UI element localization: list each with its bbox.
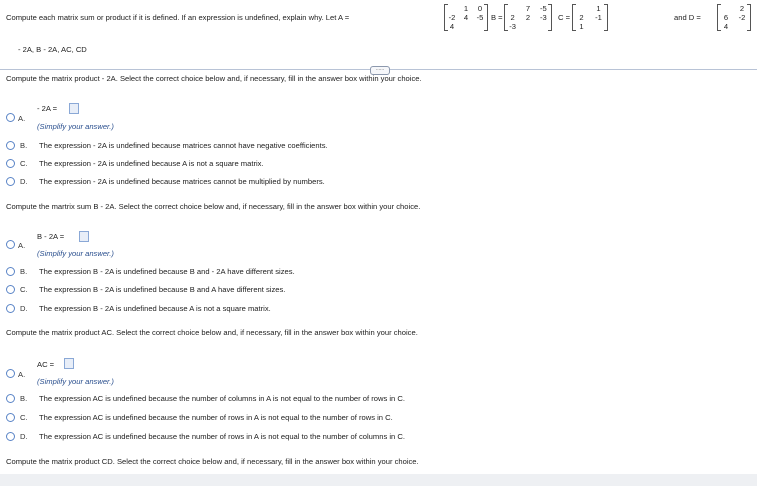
q3-a-expression: AC = — [37, 360, 55, 369]
matrix-b — [505, 4, 551, 31]
q1-radio-d[interactable] — [6, 177, 15, 186]
matrix-c — [573, 4, 607, 31]
q1-letter-c: C. — [20, 159, 28, 168]
matrix-c-cell: -1 — [595, 13, 602, 22]
bottom-cutoff — [0, 474, 757, 486]
q3-letter-c: C. — [20, 413, 28, 422]
q3-choice-c: The expression AC is undefined because the number of rows in A is not equal to the number of rows in C. — [39, 413, 393, 422]
matrix-a-cell: 4 — [449, 22, 455, 31]
q4-prompt: Compute the matrix product CD. Select the correct choice below and, if necessary, fill in the answer box within your choice. — [6, 457, 419, 466]
q2-a-hint: (Simplify your answer.) — [37, 249, 114, 258]
matrix-a-cell: -2 — [448, 13, 456, 22]
q3-radio-a[interactable] — [6, 369, 15, 378]
q2-choice-c: The expression B - 2A is undefined because B and A have different sizes. — [39, 285, 286, 294]
q2-letter-c: C. — [20, 285, 28, 294]
q2-choice-b: The expression B - 2A is undefined because B and - 2A have different sizes. — [39, 267, 295, 276]
q3-a-hint: (Simplify your answer.) — [37, 377, 114, 386]
matrix-a-cell: -5 — [476, 13, 484, 22]
q3-letter-a: A. — [18, 370, 26, 379]
matrix-d-cell: 4 — [723, 22, 729, 31]
matrix-b-cell: 7 — [525, 4, 531, 13]
matrix-d-cell: 6 — [723, 13, 729, 22]
q1-letter-d: D. — [20, 177, 28, 186]
matrix-a-cell: 0 — [477, 4, 483, 13]
q1-radio-c[interactable] — [6, 159, 15, 168]
matrix-c-cell: 1 — [579, 22, 584, 31]
task-list: - 2A, B - 2A, AC, CD — [18, 45, 87, 54]
problem-intro: Compute each matrix sum or product if it is defined. If an expression is undefined, explain why. Let A = — [6, 13, 350, 22]
and-d-label: and D = — [674, 13, 701, 22]
q2-letter-d: D. — [20, 304, 28, 313]
q3-letter-b: B. — [20, 394, 28, 403]
q1-a-hint: (Simplify your answer.) — [37, 122, 114, 131]
q2-radio-a[interactable] — [6, 240, 15, 249]
q1-choice-c: The expression - 2A is undefined because A is not a square matrix. — [39, 159, 264, 168]
expand-more-button[interactable]: ...... — [370, 66, 390, 75]
q1-letter-b: B. — [20, 141, 28, 150]
matrix-a — [445, 4, 487, 31]
c-label: C = — [558, 13, 571, 22]
b-label: B = — [491, 13, 503, 22]
q1-radio-a[interactable] — [6, 113, 15, 122]
q1-answer-box[interactable] — [69, 103, 79, 114]
matrix-b-cell: -3 — [539, 13, 547, 22]
q3-letter-d: D. — [20, 432, 28, 441]
q1-radio-b[interactable] — [6, 141, 15, 150]
q2-radio-d[interactable] — [6, 304, 15, 313]
q3-radio-b[interactable] — [6, 394, 15, 403]
matrix-b-cell: 2 — [525, 13, 531, 22]
q3-answer-box[interactable] — [64, 358, 74, 369]
q2-a-expression: B - 2A = — [37, 232, 65, 241]
matrix-c-cell: 2 — [579, 13, 584, 22]
matrix-b-cell: 2 — [510, 13, 515, 22]
matrix-a-cell: 4 — [463, 13, 469, 22]
q2-letter-b: B. — [20, 267, 28, 276]
matrix-b-cell: -3 — [509, 22, 517, 31]
q2-answer-box[interactable] — [79, 231, 89, 242]
q1-choice-b: The expression - 2A is undefined because matrices cannot have negative coefficients. — [39, 141, 328, 150]
q1-letter-a: A. — [18, 114, 26, 123]
q1-choice-d: The expression - 2A is undefined because matrices cannot be multiplied by numbers. — [39, 177, 325, 186]
matrix-d-cell: -2 — [738, 13, 746, 22]
q3-choice-b: The expression AC is undefined because the number of columns in A is not equal to the number of rows in C. — [39, 394, 405, 403]
matrix-b-cell: -5 — [539, 4, 547, 13]
q2-radio-b[interactable] — [6, 267, 15, 276]
q2-choice-d: The expression B - 2A is undefined because A is not a square matrix. — [39, 304, 271, 313]
matrix-d-cell: 2 — [739, 4, 745, 13]
q2-letter-a: A. — [18, 241, 26, 250]
matrix-c-cell: 1 — [596, 4, 601, 13]
q1-a-expression: - 2A = — [37, 104, 58, 113]
matrix-d — [718, 4, 750, 31]
q3-radio-c[interactable] — [6, 413, 15, 422]
q2-radio-c[interactable] — [6, 285, 15, 294]
q2-prompt: Compute the martrix sum B - 2A. Select the correct choice below and, if necessary, fill in the answer box within your choice. — [6, 202, 421, 211]
q3-choice-d: The expression AC is undefined because the number of rows in A is not equal to the number of columns in C. — [39, 432, 405, 441]
q1-prompt: Compute the matrix product - 2A. Select the correct choice below and, if necessary, fill in the answer box within your choice. — [6, 74, 422, 83]
matrix-a-cell: 1 — [463, 4, 469, 13]
q3-radio-d[interactable] — [6, 432, 15, 441]
q3-prompt: Compute the matrix product AC. Select the correct choice below and, if necessary, fill in the answer box within your choice. — [6, 328, 418, 337]
